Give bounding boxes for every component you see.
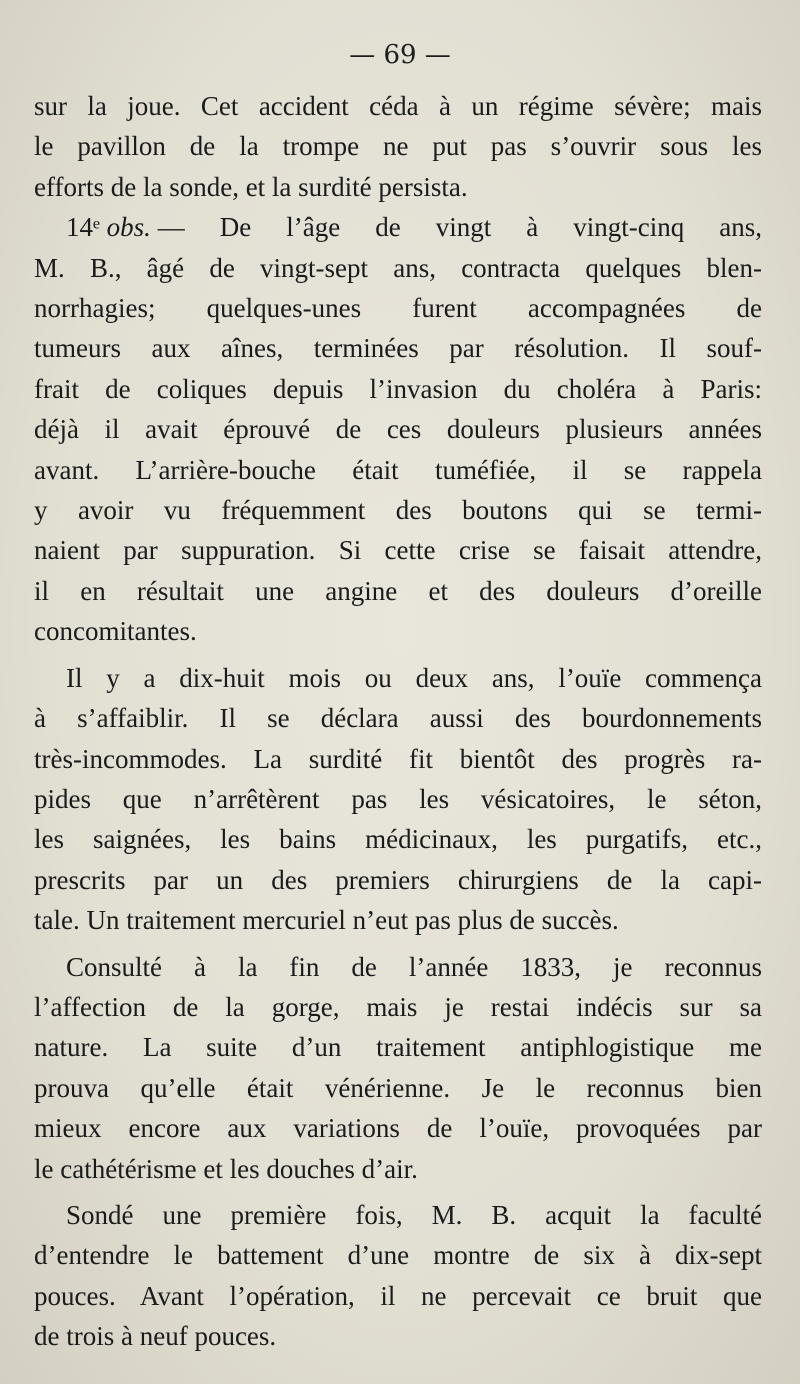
text-line: y avoir vu fréquemment des boutons qui se termi-	[34, 495, 762, 526]
page-number: — 69 —	[349, 40, 451, 70]
text-line: pides que n’arrêtèrent pas les vésicatoires, le séton,	[34, 783, 762, 814]
text-line: pouces. Avant l’opération, il ne percevait ce bruit que	[34, 1280, 762, 1311]
text-line: efforts de la sonde, et la surdité persista.	[34, 171, 468, 202]
text-line: le pavillon de la trompe ne put pas s’ouvrir sous les	[34, 131, 762, 162]
text-line: concomitantes.	[34, 616, 197, 647]
text-line: tale. Un traitement mercuriel n’eut pas plus de succès.	[34, 905, 619, 936]
text-line: frait de coliques depuis l’invasion du choléra à Paris:	[34, 373, 762, 404]
text-line: prescrits par un des premiers chirurgiens de la capi-	[34, 864, 762, 895]
text-line: de trois à neuf pouces.	[34, 1321, 277, 1352]
text-line: déjà il avait éprouvé de ces douleurs plusieurs années	[34, 414, 762, 445]
text-line: les saignées, les bains médicinaux, les purgatifs, etc.,	[34, 824, 762, 855]
text-line: très-incommodes. La surdité fit bientôt des progrès ra-	[34, 743, 762, 774]
text-line: Consulté à la fin de l’année 1833, je reconnus	[66, 951, 762, 982]
text-line: M. B., âgé de vingt-sept ans, contracta quelques blen-	[34, 252, 762, 283]
text-line: tumeurs aux aînes, terminées par résolution. Il souf-	[34, 333, 762, 364]
text-line: le cathétérisme et les douches d’air.	[34, 1153, 418, 1184]
text-line: naient par suppuration. Si cette crise se faisait attendre,	[34, 535, 762, 566]
observation-heading-line	[34, 207, 762, 247]
text-line: prouva qu’elle était vénérienne. Je le reconnus bien	[34, 1072, 762, 1103]
text-line: nature. La suite d’un traitement antiphlogistique me	[34, 1032, 762, 1063]
text-line: sur la joue. Cet accident céda à un régime sévère; mais	[34, 91, 762, 121]
text-line: mieux encore aux variations de l’ouïe, provoquées par	[34, 1113, 762, 1144]
text-line: il en résultait une angine et des douleurs d’oreille	[34, 575, 762, 606]
text-line: norrhagies; quelques-unes furent accompagnées de	[34, 293, 762, 324]
observation-line-rest: — De l’âge de vingt à vingt-cinq ans,	[157, 212, 762, 243]
text-line: l’affection de la gorge, mais je restai indécis sur sa	[34, 991, 762, 1022]
text-line: Il y a dix-huit mois ou deux ans, l’ouïe commença	[66, 662, 762, 693]
text-line: d’entendre le battement d’une montre de six à dix-sept	[34, 1240, 762, 1271]
text-line: à s’affaiblir. Il se déclara aussi des bourdonnements	[34, 703, 762, 734]
text-line: Sondé une première fois, M. B. acquit la faculté	[66, 1199, 762, 1230]
body-text	[34, 86, 762, 1357]
observation-label: obs.	[106, 212, 151, 243]
observation-number: 14ᵉ	[66, 212, 100, 243]
text-line: avant. L’arrière-bouche était tuméfiée, il se rappela	[34, 454, 762, 485]
